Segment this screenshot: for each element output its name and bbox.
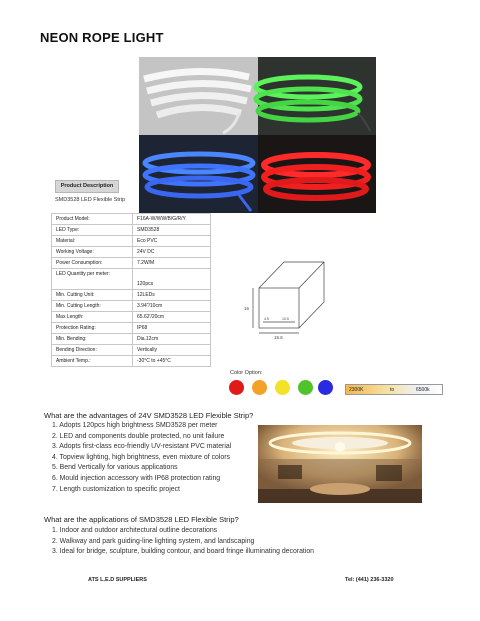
- spec-key: LED Quantity per meter:: [52, 269, 133, 290]
- spec-key: Min. Cutting Length:: [52, 301, 133, 312]
- spec-value: IP68: [133, 323, 211, 334]
- spec-value: F16A-W/WW/B/G/R/Y: [133, 214, 211, 225]
- spec-row: [52, 312, 211, 323]
- spec-value: SMD3528: [133, 225, 211, 236]
- dim-height: 16: [244, 306, 250, 311]
- color-swatch-green: [298, 380, 313, 395]
- spec-key: Material:: [52, 236, 133, 247]
- footer-phone: Tel: (441) 236-3320: [345, 577, 394, 583]
- spec-value: Vertically: [133, 345, 211, 356]
- spec-row: [52, 214, 211, 225]
- list-item: 2. LED and components double protected, no unit failure: [52, 432, 225, 440]
- list-item: 4. Topview lighting, high brightness, even mixture of colors: [52, 453, 230, 461]
- profile-dimension-drawing: [240, 240, 320, 340]
- list-item: 5. Bend Vertically for various applications: [52, 464, 178, 472]
- color-swatch-orange: [252, 380, 267, 395]
- spec-value: 120pcs: [133, 269, 211, 290]
- spec-value: Eco PVC: [133, 236, 211, 247]
- list-item: 7. Length customization to specific project: [52, 485, 180, 493]
- spec-value: 7.2W/M: [133, 258, 211, 269]
- spec-value: 12LEDs: [133, 290, 211, 301]
- dim-inner-left: 4.5: [264, 317, 269, 321]
- spec-value: Dia.12cm: [133, 334, 211, 345]
- white-neon-photo: [139, 57, 258, 135]
- advantages-list: [52, 421, 231, 495]
- spec-row: [52, 345, 211, 356]
- spec-row: [52, 334, 211, 345]
- spec-row: [52, 236, 211, 247]
- applications-question: What are the applications of SMD3528 LED Flexible Strip?: [44, 515, 239, 524]
- spec-value: 3.94"/10cm: [133, 301, 211, 312]
- dim-inner-right: 10.5: [282, 317, 289, 321]
- color-swatch-blue: [318, 380, 333, 395]
- cct-to-word: to: [390, 387, 395, 393]
- list-item: 6. Mould injection accessory with IP68 protection rating: [52, 474, 221, 482]
- advantages-question: What are the advantages of 24V SMD3528 LED Flexible Strip?: [44, 411, 254, 420]
- spec-key: Ambient Temp.:: [52, 356, 133, 367]
- cct-gradient-bar: [345, 384, 443, 395]
- footer-company: ATS L.E.D SUPPLIERS: [88, 577, 147, 583]
- spec-value: -30°C to +45°C: [133, 356, 211, 367]
- spec-row: [52, 225, 211, 236]
- spec-key: Power Consumption:: [52, 258, 133, 269]
- red-neon-photo: [258, 135, 376, 213]
- spec-row: [52, 258, 211, 269]
- spec-table: [51, 213, 211, 367]
- applications-list: [52, 526, 314, 558]
- spec-key: Bending Direction:: [52, 345, 133, 356]
- cct-to: 6500k: [416, 387, 430, 393]
- spec-key: Min. Cutting Unit:: [52, 290, 133, 301]
- dim-width: 15.6: [274, 335, 283, 340]
- blue-neon-photo: [139, 135, 258, 213]
- list-item: 1. Adopts 120pcs high brightness SMD3528 per meter: [52, 422, 218, 429]
- color-option-label: Color Option:: [230, 370, 263, 376]
- spec-row: [52, 269, 211, 290]
- list-item: 2. Walkway and park guiding-line lighting system, and landscaping: [52, 537, 255, 545]
- page-title: NEON ROPE LIGHT: [40, 30, 164, 45]
- spec-key: Protection Rating:: [52, 323, 133, 334]
- spec-value: 65.62'/20cm: [133, 312, 211, 323]
- color-swatch-red: [229, 380, 244, 395]
- spec-row: [52, 301, 211, 312]
- spec-key: LED Type:: [52, 225, 133, 236]
- product-description-text: SMD3528 LED Flexible Strip: [55, 197, 126, 203]
- interior-lighting-photo: [258, 425, 422, 503]
- spec-key: Working Voltage:: [52, 247, 133, 258]
- spec-key: Max Length:: [52, 312, 133, 323]
- spec-key: Product Model:: [52, 214, 133, 225]
- spec-row: [52, 356, 211, 367]
- product-description-tab: Product Description: [55, 180, 119, 193]
- green-neon-photo: [258, 57, 376, 135]
- list-item: 3. Ideal for bridge, sculpture, building contour, and board fringe illuminating decoration: [52, 548, 315, 556]
- list-item: 1. Indoor and outdoor architectural outline decorations: [52, 527, 218, 534]
- spec-key: Min. Bending:: [52, 334, 133, 345]
- spec-row: [52, 247, 211, 258]
- spec-row: [52, 290, 211, 301]
- spec-value: 24V DC: [133, 247, 211, 258]
- color-swatch-yellow: [275, 380, 290, 395]
- spec-row: [52, 323, 211, 334]
- cct-from: 2300K: [349, 387, 364, 393]
- list-item: 3. Adopts first-class eco-friendly UV-resistant PVC material: [52, 443, 232, 451]
